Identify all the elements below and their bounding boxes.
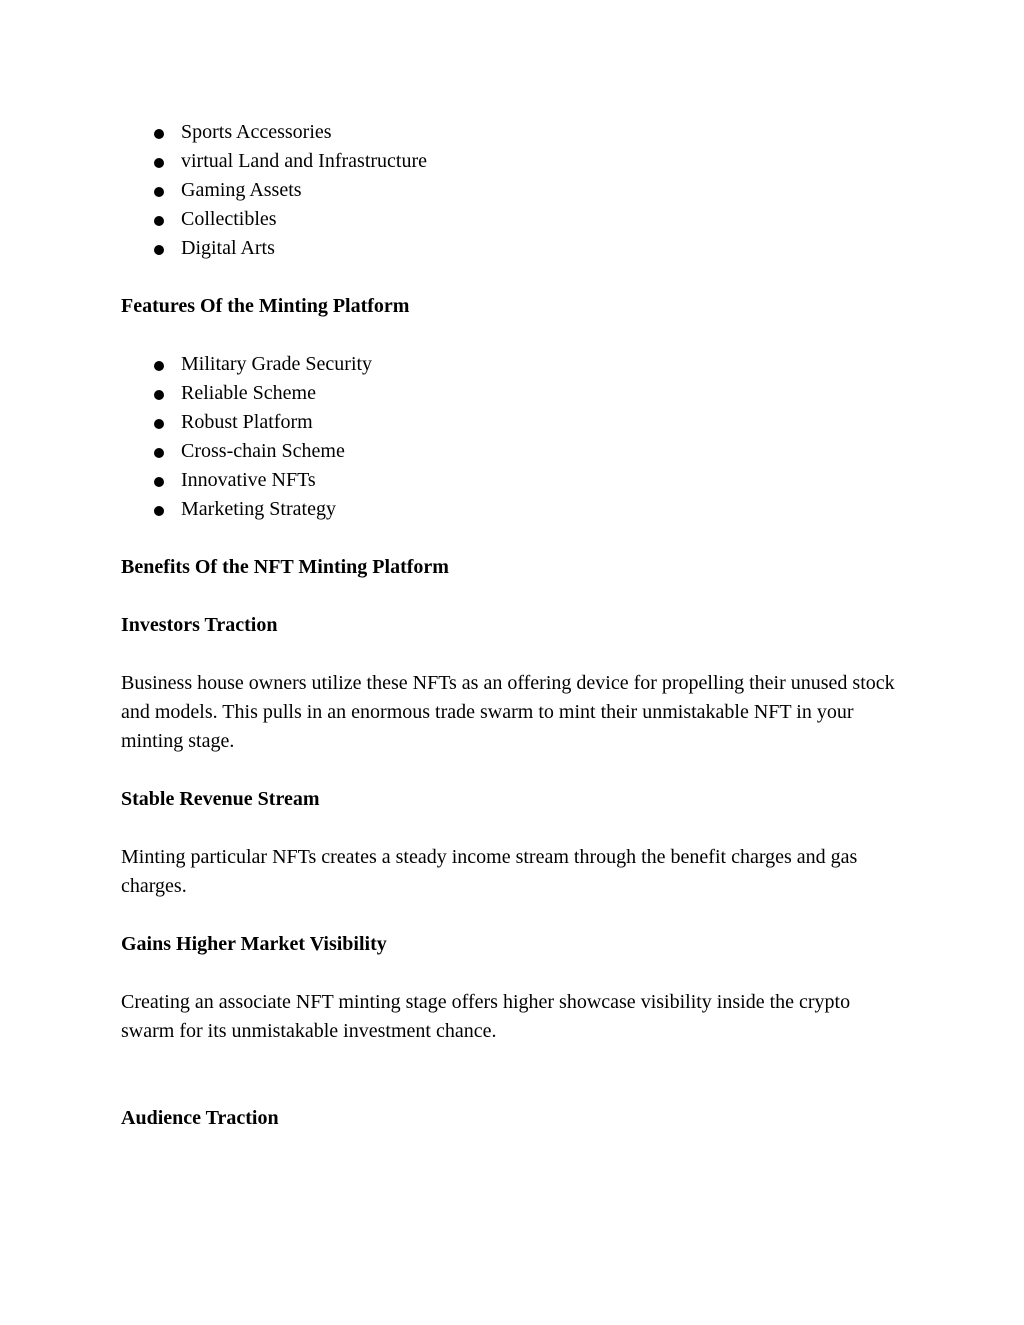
list-item: Military Grade Security <box>121 350 901 379</box>
list-item: Reliable Scheme <box>121 379 901 408</box>
list-item: virtual Land and Infrastructure <box>121 147 901 176</box>
bullet-icon <box>154 419 164 429</box>
investors-heading: Investors Traction <box>121 614 278 636</box>
bullet-icon <box>154 361 164 371</box>
asset-type-list <box>121 118 901 263</box>
list-item: Marketing Strategy <box>121 495 901 524</box>
benefits-heading: Benefits Of the NFT Minting Platform <box>121 556 449 578</box>
investors-paragraph: Business house owners utilize these NFTs as an offering device for propelling their unused stock and models. This pulls in an enormous trade swarm to mint their unmistakable NFT in your minting stage. <box>121 672 895 752</box>
list-item: Cross-chain Scheme <box>121 437 901 466</box>
bullet-icon <box>154 216 164 226</box>
visibility-paragraph: Creating an associate NFT minting stage offers higher showcase visibility inside the crypto swarm for its unmistakable investment chance. <box>121 991 851 1042</box>
features-heading: Features Of the Minting Platform <box>121 295 410 317</box>
features-list <box>121 350 901 524</box>
document-page <box>121 118 901 1133</box>
list-item: Innovative NFTs <box>121 466 901 495</box>
revenue-paragraph: Minting particular NFTs creates a steady income stream through the benefit charges and gas charges. <box>121 846 858 897</box>
bullet-icon <box>154 506 164 516</box>
revenue-heading: Stable Revenue Stream <box>121 788 320 810</box>
visibility-heading: Gains Higher Market Visibility <box>121 933 387 955</box>
list-item: Sports Accessories <box>121 118 901 147</box>
bullet-icon <box>154 187 164 197</box>
bullet-icon <box>154 158 164 168</box>
list-item: Robust Platform <box>121 408 901 437</box>
list-item: Collectibles <box>121 205 901 234</box>
bullet-icon <box>154 390 164 400</box>
bullet-icon <box>154 448 164 458</box>
bullet-icon <box>154 245 164 255</box>
bullet-icon <box>154 129 164 139</box>
audience-heading: Audience Traction <box>121 1107 279 1129</box>
bullet-icon <box>154 477 164 487</box>
list-item: Gaming Assets <box>121 176 901 205</box>
list-item: Digital Arts <box>121 234 901 263</box>
